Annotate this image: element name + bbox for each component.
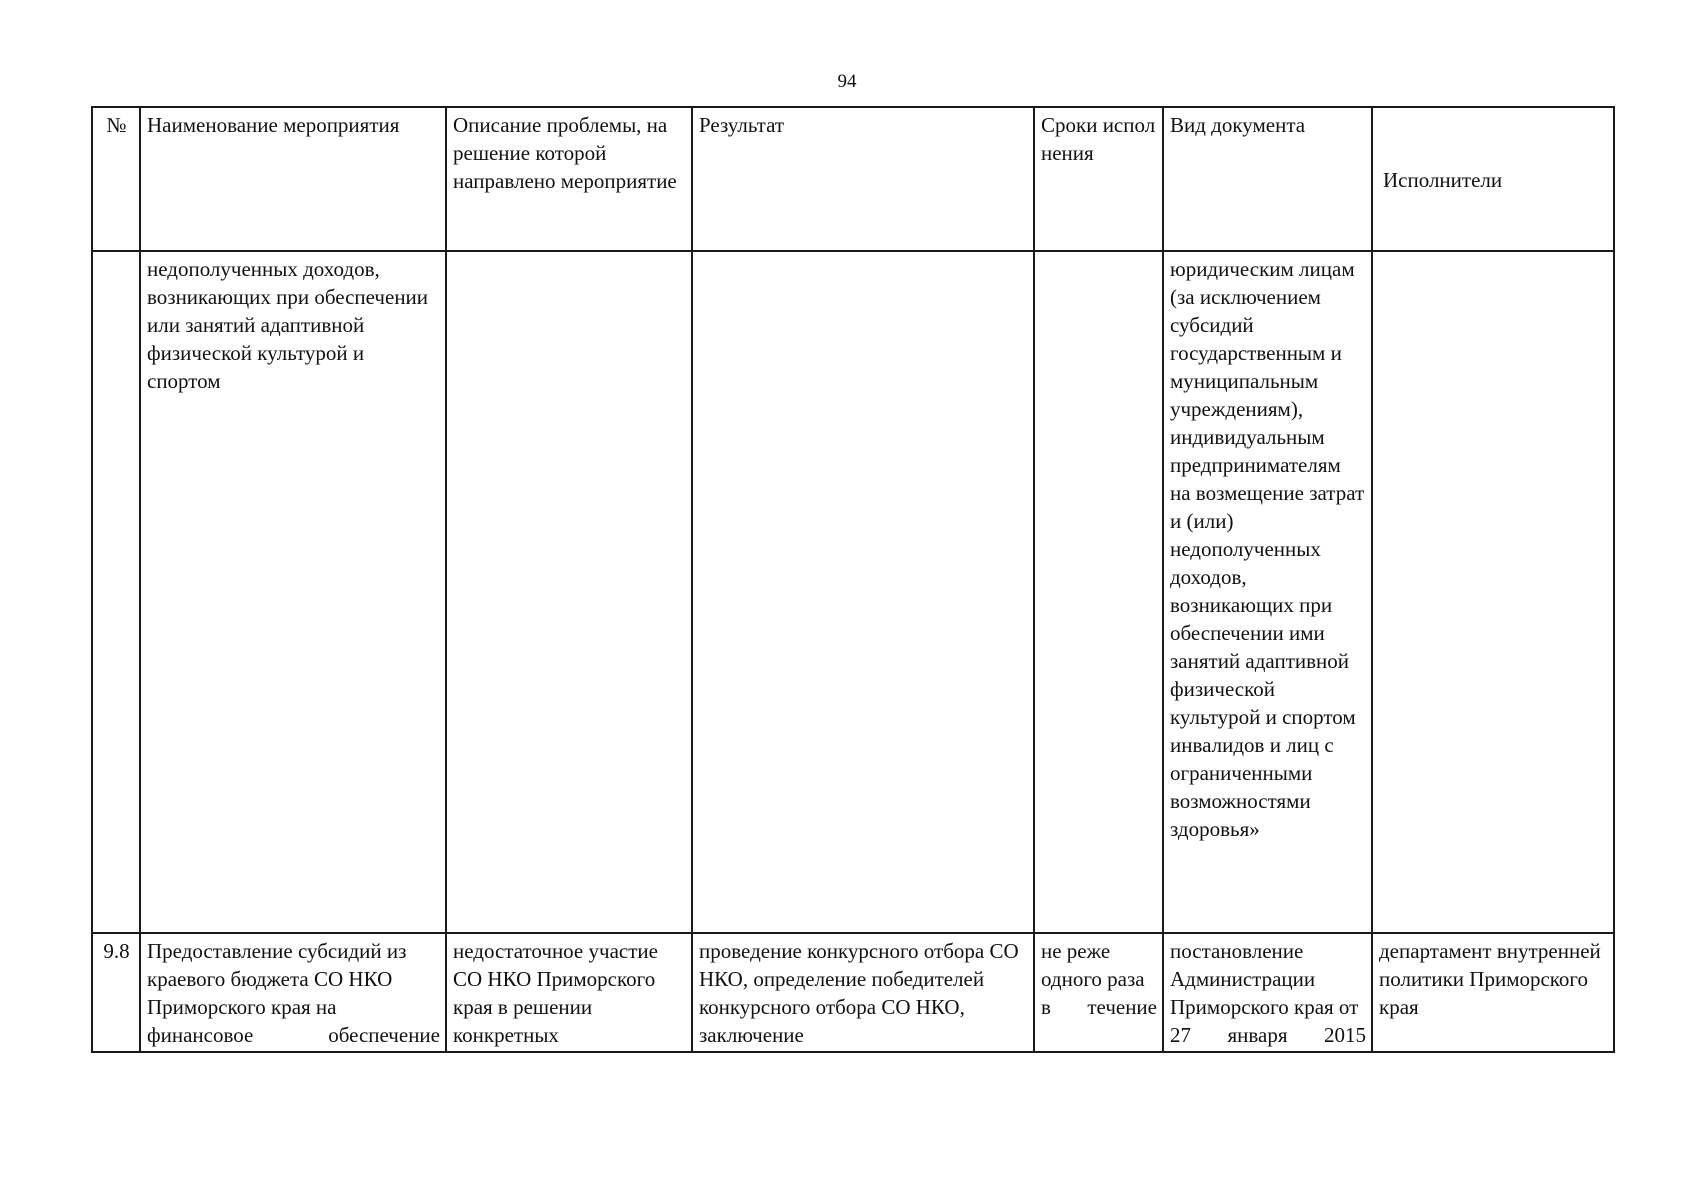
- row-doc-type: постановление Администрации Приморского края от 27 января 2015: [1163, 933, 1372, 1052]
- header-problem: Описание проблемы, на решение которой направлено мероприятие: [446, 107, 692, 251]
- row-deadline: не реже одного раза в течение: [1034, 933, 1163, 1052]
- header-deadline: Сроки исполнения: [1034, 107, 1163, 251]
- header-result: Результат: [692, 107, 1034, 251]
- table-row: [92, 251, 1614, 933]
- header-executors: Исполнители: [1372, 107, 1614, 251]
- row-executors: [1372, 251, 1614, 933]
- row-result: [692, 251, 1034, 933]
- row-name: Предоставление субсидий из краевого бюджета СО НКО Приморского края на финансовое обеспечение: [140, 933, 446, 1052]
- row-num: [92, 251, 140, 933]
- table-row: [92, 933, 1614, 1052]
- row-num: 9.8: [92, 933, 140, 1052]
- page-number: 94: [837, 71, 857, 92]
- header-name: Наименование мероприятия: [140, 107, 446, 251]
- header-num: №: [92, 107, 140, 251]
- row-result: проведение конкурсного отбора СО НКО, определение победителей конкурсного отбора СО НКО, заключение: [692, 933, 1034, 1052]
- row-problem: недостаточное участие СО НКО Приморского края в решении конкретных: [446, 933, 692, 1052]
- table-header-row: [92, 107, 1614, 251]
- row-deadline: [1034, 251, 1163, 933]
- activities-table: [91, 106, 1615, 1053]
- row-executors: департамент внутренней политики Приморского края: [1372, 933, 1614, 1052]
- header-doc-type: Вид документа: [1163, 107, 1372, 251]
- row-doc-type: юридическим лицам (за исключением субсидий государственным и муниципальным учреждениям), индивидуальным предпринимателям на возмещение затрат и (или) недополученных доходов, возникающих при обеспечении ими занятий адаптивной физической культурой и спортом инвалидов и лиц с ограниченными возможностями здоровья»: [1163, 251, 1372, 933]
- row-name: недополученных доходов, возникающих при обеспечении или занятий адаптивной физической культурой и спортом: [140, 251, 446, 933]
- row-problem: [446, 251, 692, 933]
